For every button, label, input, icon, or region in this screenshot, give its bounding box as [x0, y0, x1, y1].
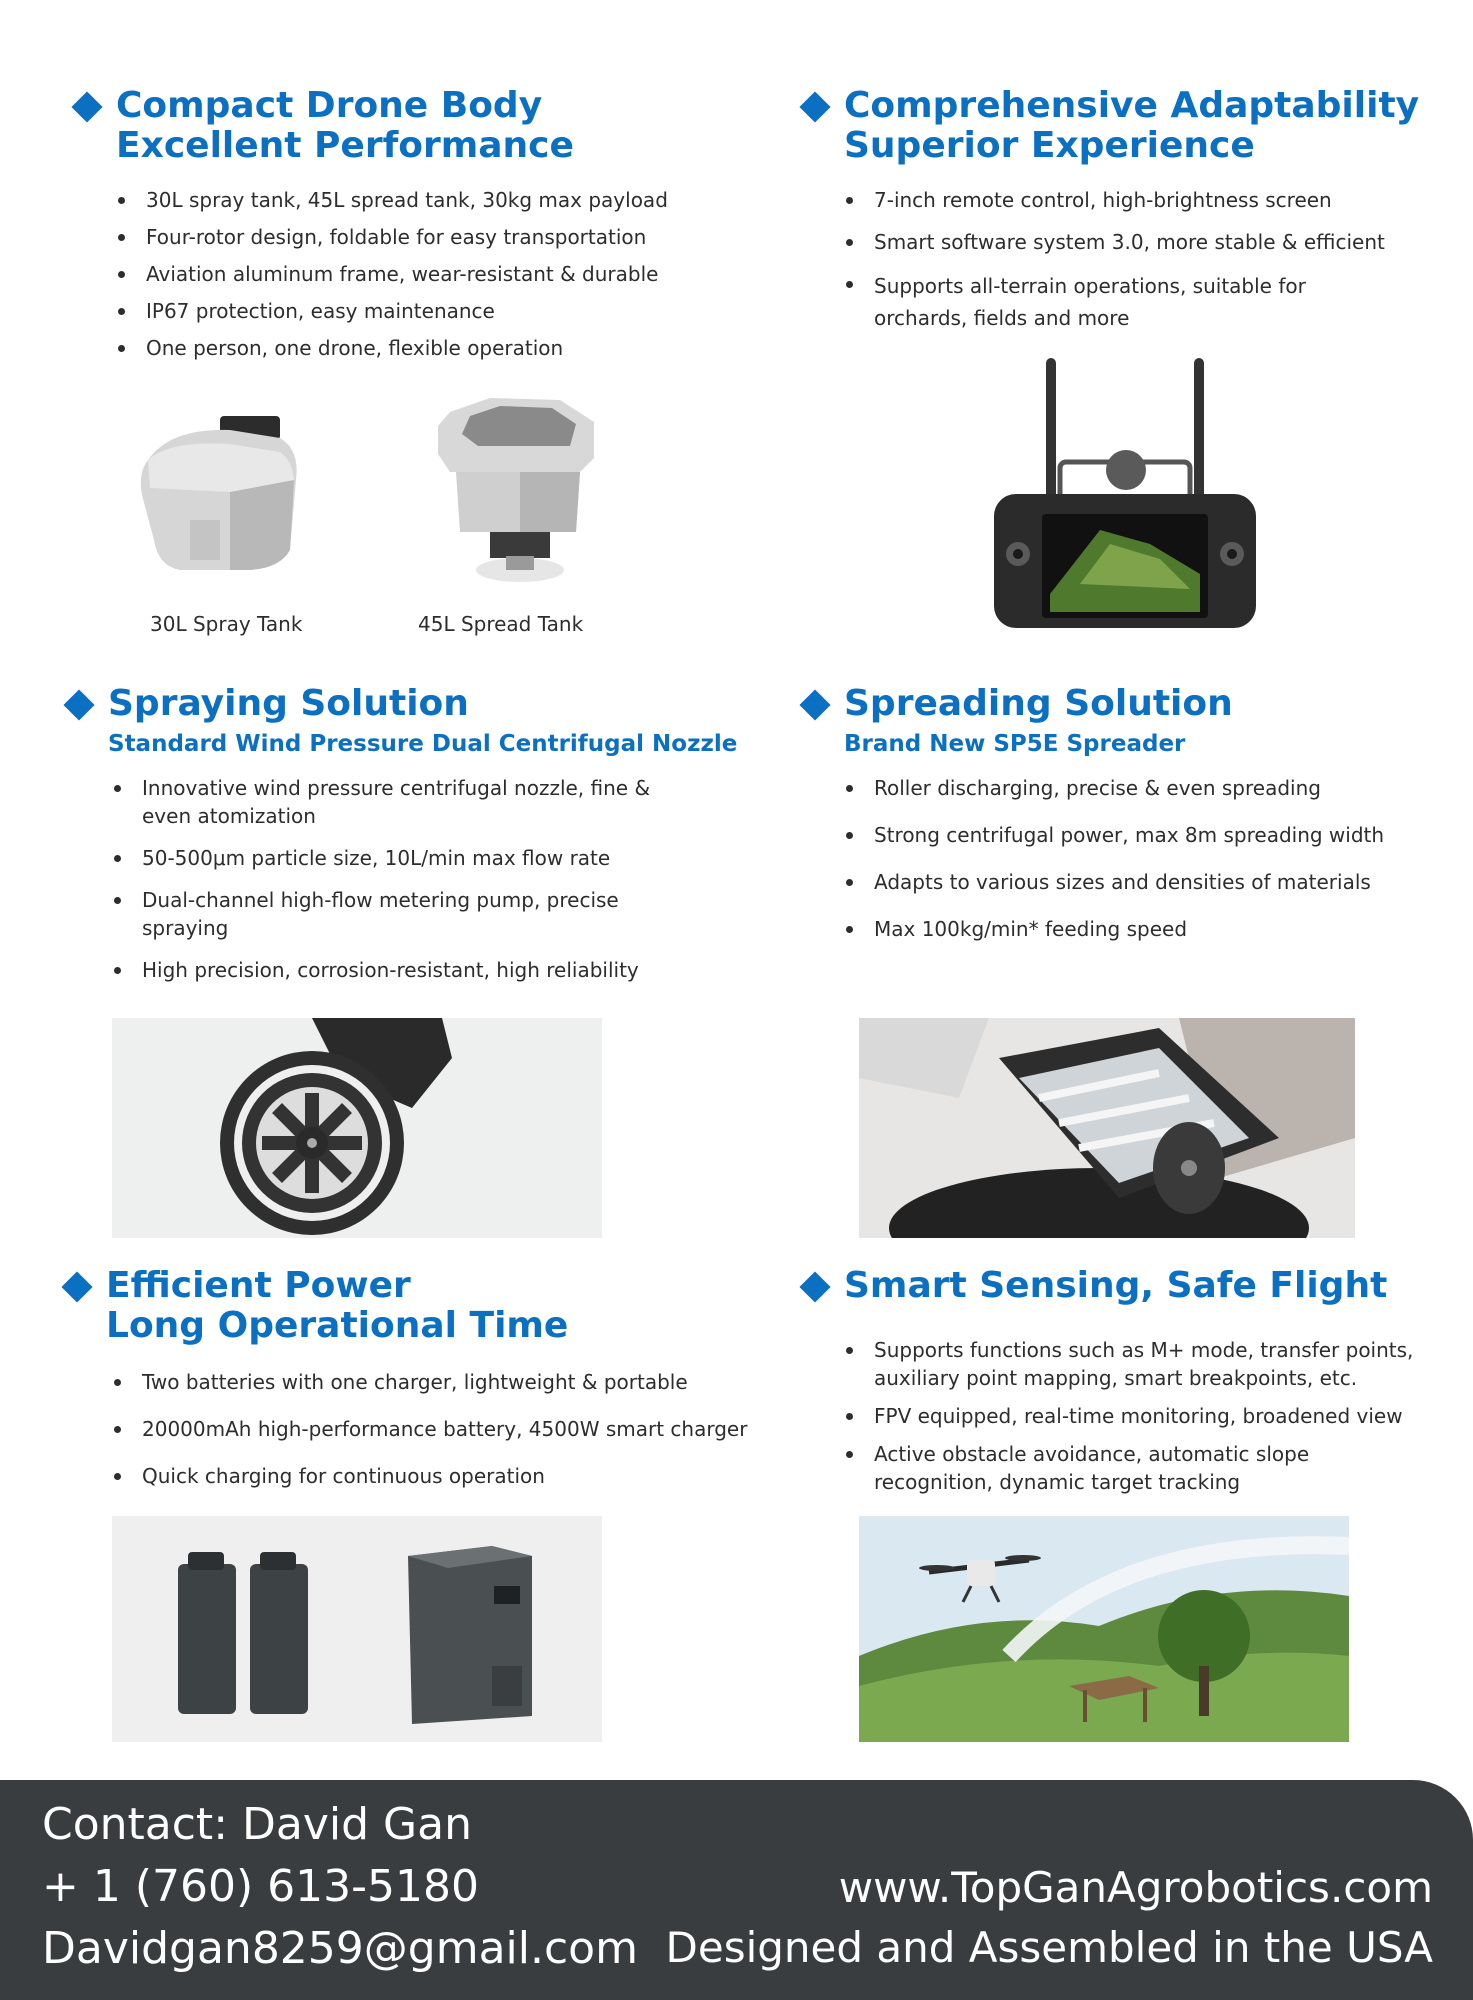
- list-item: Two batteries with one charger, lightweight & portable: [112, 1368, 802, 1396]
- contact-email[interactable]: Davidgan8259@gmail.com: [42, 1923, 638, 1974]
- list-item: Innovative wind pressure centrifugal nozzle, fine & even atomization: [112, 774, 672, 830]
- battery-charger-graphic: [112, 1516, 602, 1742]
- spraying-heading: [64, 684, 784, 760]
- list-item: Max 100kg/min* feeding speed: [844, 915, 1440, 943]
- drone-field-graphic: [859, 1516, 1349, 1742]
- list-item: High precision, corrosion-resistant, high reliability: [112, 956, 784, 984]
- spreader-image: [859, 1018, 1355, 1238]
- adapt-heading: [800, 86, 1420, 166]
- sensing-bullet-list: [800, 1336, 1440, 1496]
- drone-field-image: [859, 1516, 1349, 1742]
- sensing-section: [800, 1266, 1440, 1496]
- compact-bullet-list: [72, 186, 712, 362]
- diamond-bullet-icon: [799, 1271, 830, 1302]
- list-item: 7-inch remote control, high-brightness screen: [844, 186, 1420, 214]
- spraying-bullet-list: [64, 774, 784, 984]
- list-item: 30L spray tank, 45L spread tank, 30kg max payload: [116, 186, 712, 214]
- battery-charger-image: [112, 1516, 602, 1742]
- list-item: FPV equipped, real-time monitoring, broadened view: [844, 1402, 1440, 1430]
- list-item: Active obstacle avoidance, automatic slope recognition, dynamic target tracking: [844, 1440, 1404, 1496]
- contact-block: [42, 1794, 638, 1980]
- spraying-title: Spraying Solution: [108, 683, 469, 724]
- contact-phone[interactable]: + 1 (760) 613-5180: [42, 1861, 479, 1912]
- spreading-heading: [800, 684, 1440, 760]
- adapt-section: [800, 86, 1420, 334]
- list-item: Strong centrifugal power, max 8m spreading width: [844, 821, 1440, 849]
- list-item: IP67 protection, easy maintenance: [116, 297, 712, 325]
- contact-name: Contact: David Gan: [42, 1799, 472, 1850]
- power-heading: [62, 1266, 802, 1346]
- spreading-subtitle: Brand New SP5E Spreader: [844, 731, 1186, 757]
- spreading-section: [800, 684, 1440, 943]
- company-block: [666, 1858, 1433, 1978]
- compact-title-1: Compact Drone Body: [116, 85, 543, 126]
- compact-section: [72, 86, 712, 362]
- spreading-bullet-list: [800, 774, 1440, 943]
- power-title-1: Efficient Power: [106, 1265, 411, 1306]
- diamond-bullet-icon: [63, 689, 94, 720]
- diamond-bullet-icon: [799, 689, 830, 720]
- adapt-title-1: Comprehensive Adaptability: [844, 85, 1420, 126]
- diamond-bullet-icon: [71, 91, 102, 122]
- sensing-heading: [800, 1266, 1440, 1306]
- remote-control-image: [990, 354, 1260, 632]
- compact-title-2: Excellent Performance: [116, 125, 574, 166]
- power-bullet-list: [62, 1368, 802, 1490]
- power-section: [62, 1266, 802, 1490]
- nozzle-image: [112, 1018, 602, 1238]
- list-item: Roller discharging, precise & even spreading: [844, 774, 1440, 802]
- list-item: 50-500μm particle size, 10L/min max flow rate: [112, 844, 784, 872]
- diamond-bullet-icon: [61, 1271, 92, 1302]
- list-item: Quick charging for continuous operation: [112, 1462, 802, 1490]
- list-item: Supports all-terrain operations, suitable for orchards, fields and more: [844, 270, 1364, 334]
- website-link[interactable]: www.TopGanAgrobotics.com: [838, 1863, 1433, 1912]
- adapt-title-2: Superior Experience: [844, 125, 1255, 166]
- diamond-bullet-icon: [799, 91, 830, 122]
- sensing-title: Smart Sensing, Safe Flight: [844, 1265, 1388, 1306]
- list-item: One person, one drone, flexible operation: [116, 334, 712, 362]
- spreader-graphic: [859, 1018, 1355, 1238]
- spray-tank-image: [130, 400, 300, 580]
- spraying-subtitle: Standard Wind Pressure Dual Centrifugal Nozzle: [108, 731, 738, 757]
- spread-tank-caption: 45L Spread Tank: [418, 612, 584, 636]
- spread-tank-image: [430, 392, 600, 592]
- list-item: Dual-channel high-flow metering pump, precise spraying: [112, 886, 672, 942]
- compact-heading: [72, 86, 712, 166]
- spraying-section: [64, 684, 784, 984]
- list-item: Adapts to various sizes and densities of materials: [844, 868, 1440, 896]
- list-item: Aviation aluminum frame, wear-resistant & durable: [116, 260, 712, 288]
- list-item: Supports functions such as M+ mode, transfer points, auxiliary point mapping, smart breakpoints, etc.: [844, 1336, 1424, 1392]
- list-item: Four-rotor design, foldable for easy transportation: [116, 223, 712, 251]
- spreading-title: Spreading Solution: [844, 683, 1233, 724]
- tagline: Designed and Assembled in the USA: [665, 1923, 1433, 1972]
- adapt-bullet-list: [800, 186, 1420, 334]
- list-item: Smart software system 3.0, more stable & efficient: [844, 228, 1420, 256]
- power-title-2: Long Operational Time: [106, 1305, 569, 1346]
- list-item: 20000mAh high-performance battery, 4500W smart charger: [112, 1415, 802, 1443]
- spray-tank-caption: 30L Spray Tank: [150, 612, 303, 636]
- nozzle-graphic: [112, 1018, 602, 1238]
- contact-footer: [0, 1780, 1473, 2000]
